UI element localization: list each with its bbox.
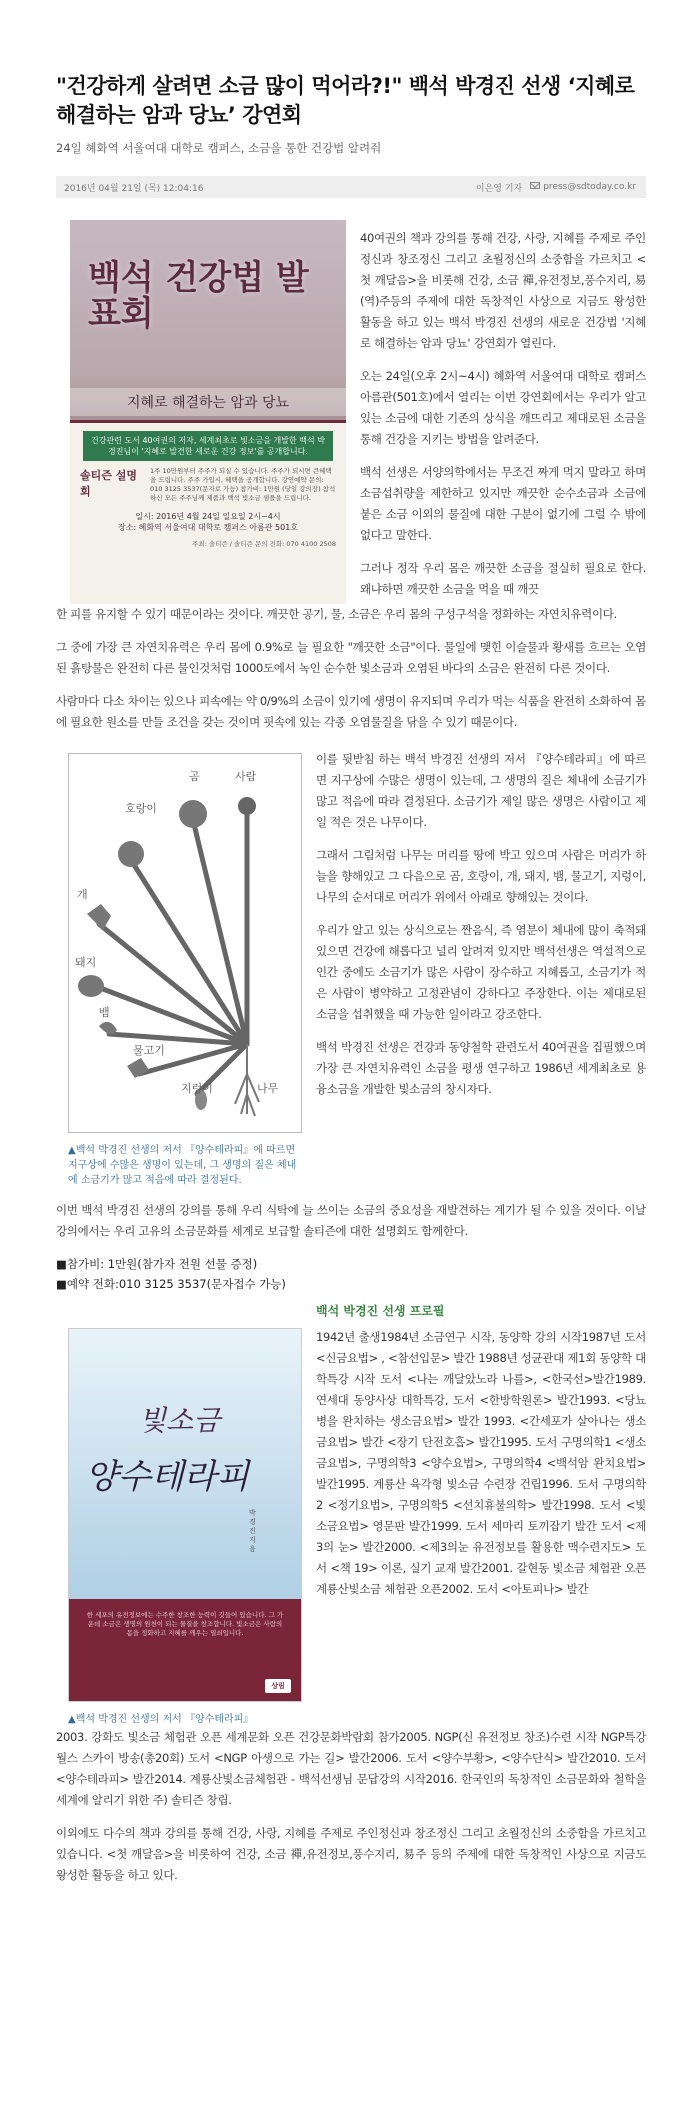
poster-date: [80, 511, 336, 533]
profile-paragraph: 1942년 출생1984년 소금연구 시작, 동양학 강의 시작1987년 도서 <신금요법> , <참선입문> 발간 1988년 성균관대 제1회 동양학 대학특강 시작 도서 <나는 깨달았노라 나를>, <한국선>발간1989. 연세대 동양사상 대학특강, 도서 <한방학원론> 발간1993. <당뇨병을 완치하는 생소금요법> 발간 1993. <간세포가 살아나는 생소금요법> 발간 <장기 단전호흡> 발간1995. 도서 구명의학1 <생소금요법>, 구명의학3 <양수요법>, 구명의학4 <백석암 완치요법> 발간1995. 계룡산 육각형 빛소금 수련장 건립1996. 도서 구명의학2 <정기요법>, 구명의학5 <선치휴불의학> 발간1998. 도서 <빛소금요법> 영문판 발간1999. 도서 세마리 토끼잡기 발간 도서 <제3의 눈> 발간2000. <제3의눈 유전정보를 활용한 맥수련지도> 도서 <책 19> 이론, 실기 교재 발간2001. 갈현동 빛소금 체험관 오픈 계룡산빛소금 체험관 오픈2002. 도서 <아토피나> 발간: [316, 1330, 646, 1596]
pig-head-icon: [78, 975, 104, 997]
poster-date-line: 일시: 2016년 4월 24일 일요일 2시~4시: [135, 512, 281, 521]
book-title-line2: 양수테라피: [85, 1457, 250, 1497]
life-orientation-diagram: [68, 753, 302, 1133]
book-author: 박경진 지음: [249, 1509, 256, 1553]
poster-title: 백석 건강법 발표회: [88, 258, 309, 334]
fish-head-icon: [127, 1058, 149, 1078]
diagram-label-tiger: 호랑이: [125, 802, 157, 815]
diagram-label-worm: 지렁이: [181, 1082, 213, 1095]
diagram-label-snake: 뱀: [99, 1006, 110, 1019]
reporter-name: 이은영 기자: [475, 183, 523, 194]
profile-paragraph-continued: 2003. 강화도 빛소금 체험관 오픈 세계문화 오픈 건강문화박람회 참가2005. NGP(신 유전정보 창조)수련 시작 NGP특강 월스 스카이 방송(총20회) 도서 <NGP 아생으로 가는 길> 발간2006. 도서 <양수부황>, <양수단식> 발간2010. 도서 <양수테라피> 발간2014. 계룡산빛소금체험관 - 백석선생님 문답강의 시작2016. 한국인의 독창적인 소금문화와 철학을 세계에 알리기 위한 주) 솔티즌 창립.: [56, 1730, 646, 1807]
article-meta-bar: [56, 176, 646, 198]
snake-head-icon: [99, 1022, 117, 1034]
figure-section: [56, 747, 646, 1188]
profile-section: [56, 1294, 646, 1727]
paragraph: 이번 백석 박경진 선생의 강의를 통해 우리 식탁에 늘 쓰이는 소금의 중요성을 재발견하는 계기가 될 수 있을 것이다. 이날 강의에서는 우리 고유의 소금문화를 세계로 보급할 솔티즌에 대한 설명회도 함께한다.: [56, 1203, 646, 1238]
article-date: 2016년 04월 21일 (목) 12:04:16: [64, 183, 204, 194]
mail-icon: [530, 182, 540, 189]
paragraph: 백석 박경진 선생은 건강과 동양철학 관련도서 40여권을 집필했으며 가장 큰 자연치유력인 소금을 평생 연구하고 1986년 세계최초로 용융소금을 개발한 빛소금의 창시자다.: [316, 1040, 646, 1096]
diagram-label-fish: 물고기: [133, 1044, 165, 1057]
poster-info-panel: [70, 420, 346, 604]
diagram-label-pig: 돼지: [75, 956, 97, 969]
poster-banner: 건강관련 도서 40여권의 저자, 세계최초로 빛소금을 개발한 백석 박경진님이 '지혜로 발견한 새로운 건강 정보'를 공개합니다.: [83, 431, 333, 461]
person-head-icon: [238, 797, 256, 815]
poster-tag: 솔티즌 설명회: [80, 469, 137, 498]
article-subtitle: 24일 혜화역 서울여대 대학로 캠퍼스, 소금을 통한 건강법 알려줘: [56, 141, 382, 155]
paragraph: 우리가 알고 있는 상식으로는 짠음식, 즉 염분이 체내에 많이 축적돼 있으면 건강에 해롭다고 널리 알려져 있지만 백석선생은 역설적으로 인간 중에도 소금기가 많은 사람이 장수하고 지혜롭고, 소금기가 적은 사람이 병약하고 고정관념이 강하다고 주장한다. 이는 제대로된 소금을 섭취했을 때 가능한 일이라고 강조한다.: [316, 923, 646, 1021]
paragraph: 그 중에 가장 큰 자연치유력은 우리 몸에 0.9%로 늘 필요한 "깨끗한 소금"이다. 물일에 맺힌 이슬물과 황새를 흐르는 오염된 흙탕물은 완전히 다른 물인것처럼 1000도에서 녹인 순수한 빛소금과 오염된 바다의 소금은 완전히 다른 것이다.: [56, 640, 646, 675]
phone-line: ■예약 전화:010 3125 3537(문자접수 가능): [56, 1277, 286, 1291]
figure-text: [316, 747, 646, 1188]
paragraph: 오는 24일(오후 2시~4시) 혜화역 서울여대 대학로 캠퍼스 아름관(501호)에서 열리는 이번 강연회에서는 우리가 알고 있는 소금에 대한 기존의 상식을 깨뜨리고 제대로된 소금을 통해 건강을 지키는 방법을 알려준다.: [360, 369, 646, 446]
diagram-rays: [95, 814, 247, 1094]
poster-info: 1주 10만원부터 주주가 되실 수 있습니다. 주주가 되시면 큰혜택을 드립니다. 주주 가입시, 혜택을 공개합니다. 강연예약 문의: 010 3125 3537(문자로 가능) 참가비: 1만원 (당일 강의장) 참석하신 모든 주주님께 제품과 백석 빛소금 샘플을 드립니다.: [150, 467, 336, 502]
paragraph: 사람마다 다소 차이는 있으나 피속에는 약 0/9%의 소금이 있기에 생명이 유지되며 우리가 먹는 식품을 완전히 소화하여 몸에 필요한 원소를 만들 조건을 갖는 것이며 핏속에 있는 각종 오염물질을 닦을 수 있기 때문이다.: [56, 694, 646, 729]
fee-line: ■참가비: 1만원(참가자 전원 선물 증정): [56, 1257, 258, 1271]
paragraph: 40여권의 책과 강의를 통해 건강, 사랑, 지혜를 주제로 주인정신과 창조정신 그리고 초월정신의 소중함을 가르치고 <첫 깨달음>을 비롯해 건강, 소금 禪,유전정보,풍수지리, 易(역)주등의 주제에 대한 독창적인 사상으로 지금도 왕성한 활동을 하고 있는 백석 박경진 선생의 새로운 건강법 '지혜로 해결하는 암과 당뇨' 강연회가 열린다.: [360, 231, 646, 350]
book-band-text: 한 세포의 유전정보에는 수주한 창조한 능력이 깃들어 있습니다. 그 가운데 소금은 생명의 원천이 되는 물질을 창조합니다. 빛소금은 사람의 몸을 정화하고 지혜를 깨우는 열쇠입니다.: [86, 1611, 284, 1637]
profile-heading: 백석 박경진 선생 프로필: [316, 1304, 445, 1318]
reporter-email-link[interactable]: [530, 182, 636, 192]
paragraph: 한 피를 유지할 수 있기 때문이라는 것이다. 깨끗한 공기, 물, 소금은 우리 몸의 구성구석을 정화하는 자연치유력이다.: [56, 607, 617, 621]
diagram-svg: [69, 754, 301, 1132]
paragraph: 백석 선생은 서양의학에서는 무조건 짜게 먹지 말라고 하며 소금섭취량을 제한하고 있지만 깨끗한 순수소금과 소금에 붙은 소금 이외의 물질에 대한 구분이 없기에 그럴 수 밖에 없다고 말한다.: [360, 465, 646, 542]
closing-paragraph: 이외에도 다수의 책과 강의를 통해 건강, 사랑, 지혜를 주제로 주인정신과 창조정신 그리고 초월정신의 소중함을 가르치고 있습니다. <첫 깨달음>을 비롯하여 건강, 소금 禪,유전정보,풍수지리, 易주 등의 주제에 대한 독창적인 사상으로 지금도 왕성한 활동을 하고 있다.: [56, 1826, 646, 1882]
paragraph: 그래서 그림처럼 나무는 머리를 땅에 박고 있으며 사람은 머리가 하늘을 향해있고 그 다음으로 곰, 호랑이, 개, 돼지, 뱀, 물고기, 지렁이, 나무의 순서대로 머리가 위에서 아래로 향해있는 것이다.: [316, 848, 646, 904]
figure-caption: ▲백석 박경진 선생의 저서 『양수테라피』에 따르면 지구상에 수많은 생명이 있는데, 그 생명의 질은 체내에 소금기가 많고 적음에 따라 결정된다.: [68, 1145, 297, 1186]
book-caption: ▲백석 박경진 선생의 저서 『양수테라피』: [68, 1714, 254, 1725]
poster-subtitle: 지혜로 해결하는 암과 당뇨: [70, 388, 346, 416]
paragraph: 이를 뒷받침 하는 백석 박경진 선생의 저서 『양수테라피』에 따르면 지구상에 수많은 생명이 있는데, 그 생명의 질은 체내에 소금기가 많고 적음에 따라 결정된다. 소금기가 제일 많은 생명은 사람이고 제일 적은 것은 나무이다.: [316, 752, 646, 829]
diagram-label-bear: 곰: [189, 770, 200, 783]
diagram-label-person: 사람: [235, 770, 257, 783]
book-wrap: [68, 1300, 302, 1727]
poster-footer: 주최: 솔티즌 / 솔티즌 문의 전화: 070 4100 2508: [192, 540, 336, 548]
article-title: "건강하게 살려면 소금 많이 먹어라?!" 백석 박경진 선생 ‘지혜로 해결하는 암과 당뇨’ 강연회: [56, 74, 635, 127]
poster-place-line: 장소: 혜화역 서울여대 대학로 캠퍼스 아름관 501호: [117, 523, 299, 532]
event-poster-image: [70, 220, 346, 604]
bear-head-icon: [179, 800, 207, 828]
book-publisher-logo: 상림: [265, 1679, 291, 1693]
book-cover-image: [68, 1328, 302, 1702]
paragraph: 그러나 정작 우리 몸은 깨끗한 소금을 절실히 필요로 한다. 왜냐하면 깨끗한 소금을 먹을 때 깨끗: [360, 561, 646, 596]
diagram-label-dog: 개: [77, 888, 88, 901]
diagram-label-tree: 나무: [257, 1082, 279, 1095]
book-title-line1: 빛소금: [139, 1404, 221, 1437]
intro-text: [360, 212, 646, 604]
article-byline: [476, 181, 636, 194]
profile-text: [316, 1294, 646, 1727]
figure-wrap: [68, 753, 302, 1188]
tiger-head-icon: [118, 841, 144, 867]
reporter-email[interactable]: press@sdtoday.co.kr: [543, 182, 636, 192]
intro-section: [56, 212, 646, 604]
